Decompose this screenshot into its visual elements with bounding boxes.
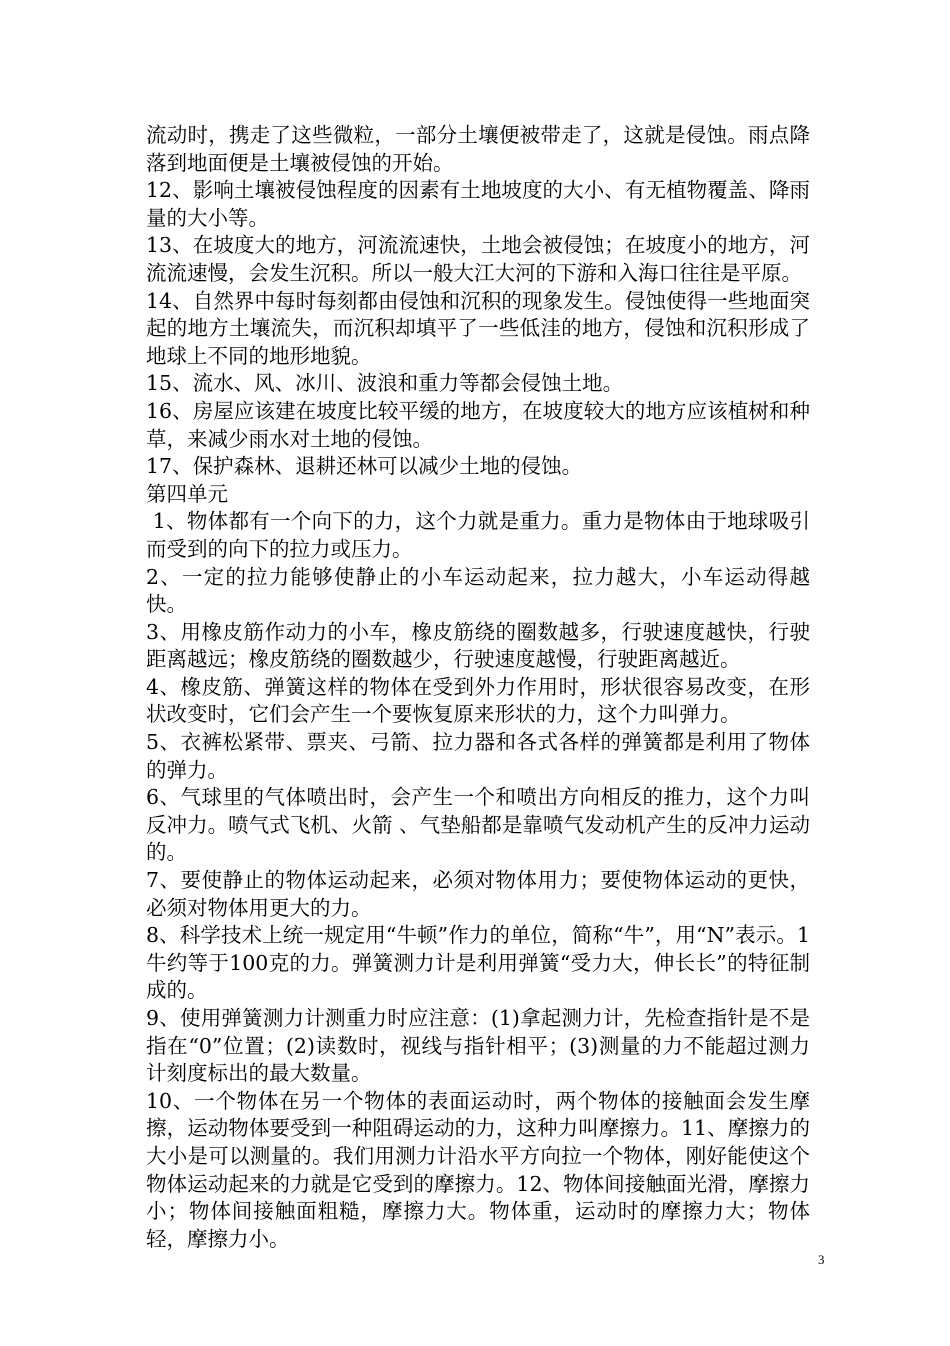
paragraph: 流动时，携走了这些微粒，一部分土壤便被带走了，这就是侵蚀。雨点降落到地面便是土壤被侵蚀的开始。 (146, 123, 810, 175)
paragraph: 9、使用弹簧测力计测重力时应注意：(1)拿起测力计，先检查指针是不是指在“0”位置；(2)读数时，视线与指针相平；(3)测量的力不能超过测力计刻度标出的最大数量。 (146, 1006, 810, 1086)
paragraph: 8、科学技术上统一规定用“牛顿”作力的单位，简称“牛”，用“N”表示。1牛约等于100克的力。弹簧测力计是利用弹簧“受力大，伸长长”的特征制成的。 (146, 923, 810, 1003)
paragraph: 16、房屋应该建在坡度比较平缓的地方，在坡度较大的地方应该植树和种草，来减少雨水对土地的侵蚀。 (146, 398, 810, 451)
paragraph: 3、用橡皮筋作动力的小车，橡皮筋绕的圈数越多，行驶速度越快，行驶距离越远；橡皮筋绕的圈数越少，行驶速度越慢，行驶距离越近。 (146, 619, 810, 672)
paragraph: 2、一定的拉力能够使静止的小车运动起来，拉力越大，小车运动得越快。 (146, 564, 810, 617)
paragraph: 13、在坡度大的地方，河流流速快，土地会被侵蚀；在坡度小的地方，河流流速慢，会发生沉积。所以一般大江大河的下游和入海口往往是平原。 (146, 233, 810, 285)
paragraph: 1、物体都有一个向下的力，这个力就是重力。重力是物体由于地球吸引而受到的向下的拉力或压力。 (146, 509, 810, 561)
paragraph: 5、衣裤松紧带、票夹、弓箭、拉力器和各式各样的弹簧都是利用了物体的弹力。 (146, 730, 810, 782)
page-number: 3 (818, 1252, 825, 1267)
paragraph: 4、橡皮筋、弹簧这样的物体在受到外力作用时，形状很容易改变，在形状改变时，它们会产生一个要恢复原来形状的力，这个力叫弹力。 (146, 674, 810, 727)
section-heading: 第四单元 (146, 481, 228, 506)
paragraph: 7、要使静止的物体运动起来，必须对物体用力；要使物体运动的更快，必须对物体用更大的力。 (146, 868, 810, 920)
paragraph: 14、自然界中每时每刻都由侵蚀和沉积的现象发生。侵蚀使得一些地面突起的地方土壤流失，而沉积却填平了一些低洼的地方，侵蚀和沉积形成了地球上不同的地形地貌。 (146, 288, 810, 368)
paragraph: 15、流水、风、冰川、波浪和重力等都会侵蚀土地。 (146, 371, 624, 396)
paragraph: 10、一个物体在另一个物体的表面运动时，两个物体的接触面会发生摩擦，运动物体要受到一种阻碍运动的力，这种力叫摩擦力。11、摩擦力的大小是可以测量的。我们用测力计沿水平方向拉一个物体，刚好能使这个物体运动起来的力就是它受到的摩擦力。12、物体间接触面光滑，摩擦力小；物体间接触面粗糙，摩擦力大。物体重，运动时的摩擦力大；物体轻，摩擦力小。 (146, 1088, 810, 1251)
document-body (146, 122, 810, 1253)
paragraph: 6、气球里的气体喷出时，会产生一个和喷出方向相反的推力，这个力叫反冲力。喷气式飞机、火箭 、气垫船都是靠喷气发动机产生的反冲力运动的。 (146, 785, 810, 865)
paragraph: 17、保护森林、退耕还林可以减少土地的侵蚀。 (146, 454, 583, 479)
paragraph: 12、影响土壤被侵蚀程度的因素有土地坡度的大小、有无植物覆盖、降雨量的大小等。 (146, 178, 810, 230)
